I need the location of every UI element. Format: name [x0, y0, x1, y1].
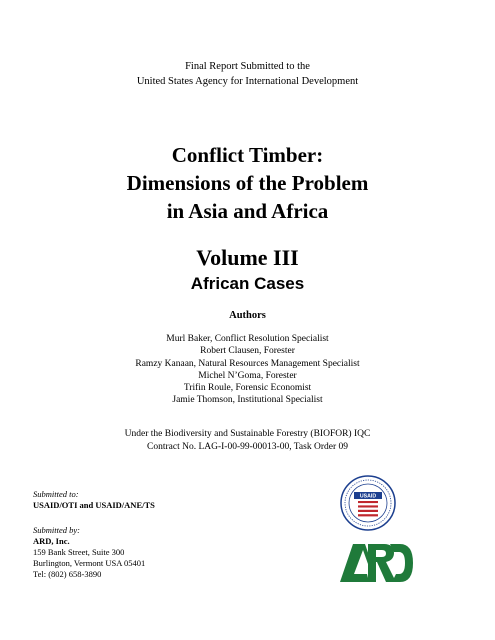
submitted-by-org: ARD, Inc.	[33, 536, 70, 546]
title-line-2: Dimensions of the Problem	[126, 171, 369, 195]
address-line-1: 159 Bank Street, Suite 300	[33, 547, 125, 557]
submitted-to-label: Submitted to:	[33, 489, 79, 499]
contract-info	[0, 428, 495, 453]
report-title	[0, 141, 495, 225]
author-item: Murl Baker, Conflict Resolution Specialist	[166, 334, 329, 344]
intro-line-2: United States Agency for International Development	[136, 76, 359, 87]
volume-heading: Volume III	[196, 245, 299, 270]
author-item: Ramzy Kanaan, Natural Resources Management Specialist	[135, 358, 360, 369]
submitted-to-block	[33, 489, 155, 511]
contract-line-1: Under the Biodiversity and Sustainable Forestry (BIOFOR) IQC	[124, 429, 371, 439]
contract-line-2: Contract No. LAG-I-00-99-00013-00, Task Order 09	[147, 441, 348, 452]
authors-heading: Authors	[229, 310, 266, 321]
report-intro	[0, 59, 495, 89]
title-line-1: Conflict Timber:	[171, 143, 324, 167]
ard-logo	[340, 540, 414, 584]
author-item: Jamie Thomson, Institutional Specialist	[172, 395, 323, 406]
title-line-3: in Asia and Africa	[166, 199, 329, 223]
author-item: Trifin Roule, Forensic Economist	[183, 383, 312, 394]
volume-subtitle: African Cases	[190, 274, 305, 293]
seal-label: USAID	[359, 493, 377, 500]
submitted-to-value: USAID/OTI and USAID/ANE/TS	[33, 500, 155, 510]
author-item: Robert Clausen, Forester	[200, 346, 295, 357]
phone-line: Tel: (802) 658-3890	[33, 569, 102, 579]
address-line-2: Burlington, Vermont USA 05401	[33, 558, 146, 568]
intro-line-1: Final Report Submitted to the	[185, 61, 310, 72]
author-item: Michel N’Goma, Forester	[198, 370, 297, 381]
submitted-by-label: Submitted by:	[33, 525, 80, 535]
usaid-seal-icon	[340, 475, 396, 531]
authors-list	[0, 333, 495, 407]
submitted-by-block	[33, 525, 145, 580]
